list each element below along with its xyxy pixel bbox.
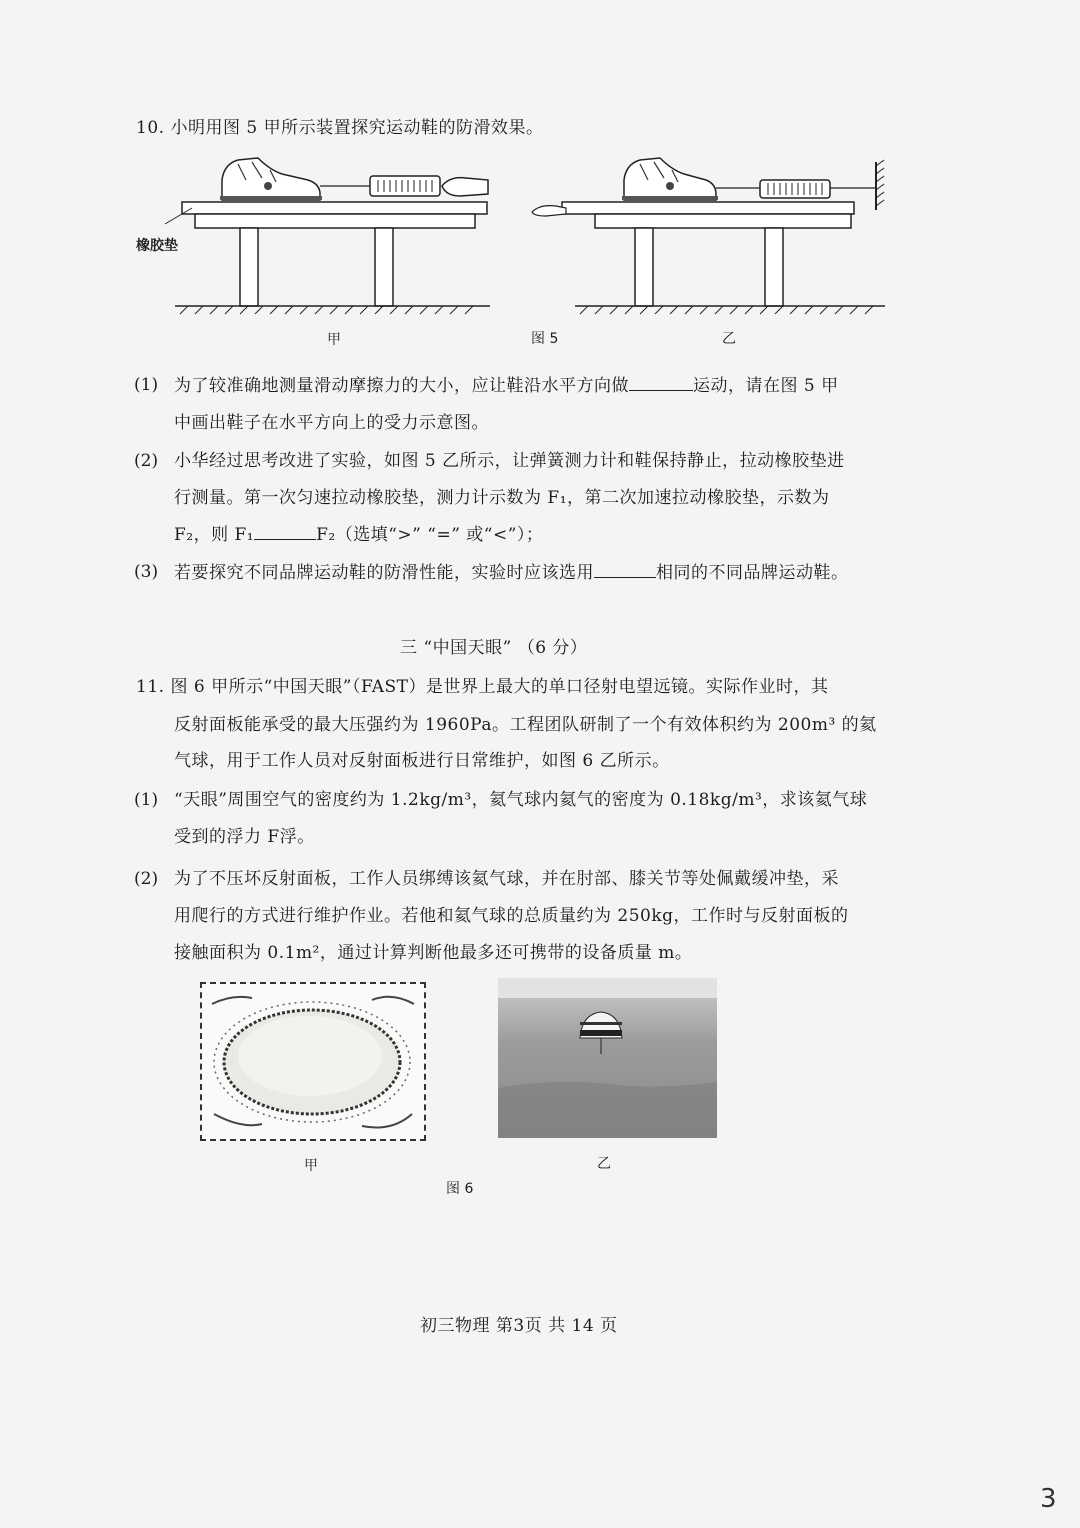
page-corner-number: 3 bbox=[1040, 1484, 1057, 1514]
q10-title: 10. 小明用图 5 甲所示装置探究运动鞋的防滑效果。 bbox=[136, 118, 544, 138]
q11-line1: 11. 图 6 甲所示“中国天眼”（FAST）是世界上最大的单口径射电望远镜。实际作业时，其 bbox=[136, 677, 829, 697]
q10-p2-line2: 行测量。第一次匀速拉动橡胶垫，测力计示数为 F₁，第二次加速拉动橡胶垫，示数为 bbox=[174, 488, 830, 508]
q10-p3-text-b: 相同的不同品牌运动鞋。 bbox=[656, 563, 849, 583]
q10-p2-text-c2: F₂（选填“>” “=” 或“<”）； bbox=[316, 525, 544, 545]
q10-p3-text-a: 若要探究不同品牌运动鞋的防滑性能，实验时应该选用 bbox=[174, 563, 594, 583]
q11-p2-line3: 接触面积为 0.1m²，通过计算判断他最多还可携带的设备质量 m。 bbox=[174, 943, 693, 963]
q11-p2-number: (2) bbox=[134, 869, 159, 889]
hand-left bbox=[442, 178, 488, 196]
label-rubber-mat: 橡胶垫 bbox=[136, 238, 178, 254]
q10-p1-line2: 中画出鞋子在水平方向上的受力示意图。 bbox=[174, 413, 489, 433]
spring-scale-left bbox=[370, 176, 440, 196]
section-3-title: 三 “中国天眼” （6 分） bbox=[400, 638, 588, 658]
q10-p1-line1 bbox=[174, 374, 839, 397]
q11-p1-line2: 受到的浮力 F浮。 bbox=[174, 827, 315, 847]
q10-p3-number: (3) bbox=[134, 562, 159, 582]
fig6-left-caption: 甲 bbox=[304, 1158, 318, 1174]
fig5-caption: 图 5 bbox=[531, 331, 559, 347]
helium-balloon-photo bbox=[498, 978, 717, 1138]
fig6-right-caption: 乙 bbox=[597, 1156, 611, 1172]
q10-p2-number: (2) bbox=[134, 451, 159, 471]
page-footer: 初三物理 第3页 共 14 页 bbox=[420, 1316, 618, 1336]
q10-p1-blank[interactable] bbox=[629, 374, 693, 391]
q11-line3: 气球，用于工作人员对反射面板进行日常维护，如图 6 乙所示。 bbox=[174, 751, 670, 771]
fig6-caption: 图 6 bbox=[446, 1181, 474, 1197]
fast-telescope-photo bbox=[200, 982, 426, 1141]
q10-p2-text-c1: F₂，则 F₁ bbox=[174, 525, 255, 545]
q11-line2: 反射面板能承受的最大压强约为 1960Pa。工程团队研制了一个有效体积约为 200m³ 的氦 bbox=[174, 715, 877, 735]
shoe-left bbox=[220, 158, 322, 200]
q11-p1-number: (1) bbox=[134, 790, 159, 810]
q10-p1-text-b: 运动，请在图 5 甲 bbox=[693, 376, 839, 396]
q10-p1-number: (1) bbox=[134, 375, 159, 395]
q10-p3-line bbox=[174, 561, 849, 584]
q11-p1-line1: “天眼”周围空气的密度约为 1.2kg/m³，氦气球内氦气的密度为 0.18kg/m³，求该氦气球 bbox=[174, 790, 868, 810]
hand-right bbox=[532, 206, 566, 216]
q10-p2-blank[interactable] bbox=[254, 523, 316, 540]
spring-scale-right bbox=[760, 180, 830, 198]
figure-5 bbox=[120, 150, 890, 350]
q10-p1-text-a: 为了较准确地测量滑动摩擦力的大小，应让鞋沿水平方向做 bbox=[174, 376, 629, 396]
figure-5-right bbox=[532, 158, 885, 314]
q11-p2-line1: 为了不压坏反射面板，工作人员绑缚该氦气球，并在肘部、膝关节等处佩戴缓冲垫，采 bbox=[174, 869, 839, 889]
fig5-left-caption: 甲 bbox=[327, 332, 341, 348]
q10-p2-line3 bbox=[174, 523, 543, 546]
q11-p2-line2: 用爬行的方式进行维护作业。若他和氦气球的总质量约为 250kg，工作时与反射面板的 bbox=[174, 906, 849, 926]
q10-p2-line1: 小华经过思考改进了实验，如图 5 乙所示，让弹簧测力计和鞋保持静止，拉动橡胶垫进 bbox=[174, 451, 845, 471]
fig5-right-caption: 乙 bbox=[722, 331, 736, 347]
q10-p3-blank[interactable] bbox=[594, 561, 656, 578]
shoe-right bbox=[622, 158, 718, 200]
figure-5-left bbox=[165, 158, 490, 314]
